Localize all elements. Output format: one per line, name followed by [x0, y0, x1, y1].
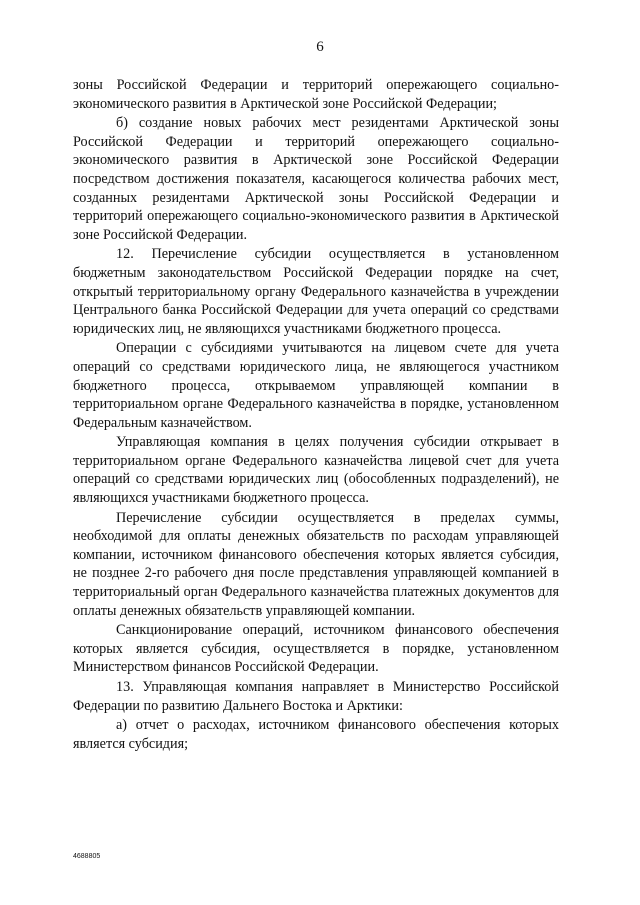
paragraph-item-a: а) отчет о расходах, источником финансового обеспечения которых является субсидия;	[73, 717, 559, 752]
paragraph-item-b: б) создание новых рабочих мест резидентами Арктической зоны Российской Федерации и территорий опережающего социально-экономического развития в Арктической зоне Российской Федерации посредством достижения показателя, касающегося количества рабочих мест, созданных резидентами Арктической зоны Российской Федерации и территорий опережающего социально-экономического развития в Арктической зоне Российской Федерации.	[73, 115, 559, 243]
paragraph-transfer-limits: Перечисление субсидии осуществляется в пределах суммы, необходимой для оплаты денежных обязательств по расходам управляющей компании, источником финансового обеспечения которых является субсидия, не позднее 2-го рабочего дня после представления управляющей компанией в территориальный орган Федерального казначейства платежных документов для оплаты денежных обязательств управляющей компании.	[73, 509, 559, 619]
document-body	[73, 76, 559, 753]
paragraph-13: 13. Управляющая компания направляет в Министерство Российской Федерации по развитию Дальнего Востока и Арктики:	[73, 679, 559, 714]
paragraph-authorization: Санкционирование операций, источником финансового обеспечения которых является субсидия, осуществляется в порядке, установленном Министерством финансов Российской Федерации.	[73, 622, 559, 676]
paragraph-12: 12. Перечисление субсидии осуществляется в установленном бюджетным законодательством Российской Федерации порядке на счет, открытый территориальному органу Федерального казначейства в учреждении Центрального банка Российской Федерации для учета операций со средствами юридических лиц, не являющихся участниками бюджетного процесса.	[73, 246, 559, 337]
paragraph-continuation: зоны Российской Федерации и территорий опережающего социально-экономического развития в Арктической зоне Российской Федерации;	[73, 77, 559, 112]
paragraph-operations: Операции с субсидиями учитываются на лицевом счете для учета операций со средствами юридического лица, не являющегося участником бюджетного процесса, открываемом управляющей компании в территориальном органе Федерального казначейства в порядке, установленном Федеральным казначейством.	[73, 340, 559, 431]
document-code: 4688805	[73, 853, 101, 860]
page-number: 6	[316, 39, 324, 55]
paragraph-account-opening: Управляющая компания в целях получения субсидии открывает в территориальном органе Федерального казначейства лицевой счет для учета операций со средствами юридических лиц (обособленных подразделений), не являющихся участниками бюджетного процесса.	[73, 434, 559, 507]
